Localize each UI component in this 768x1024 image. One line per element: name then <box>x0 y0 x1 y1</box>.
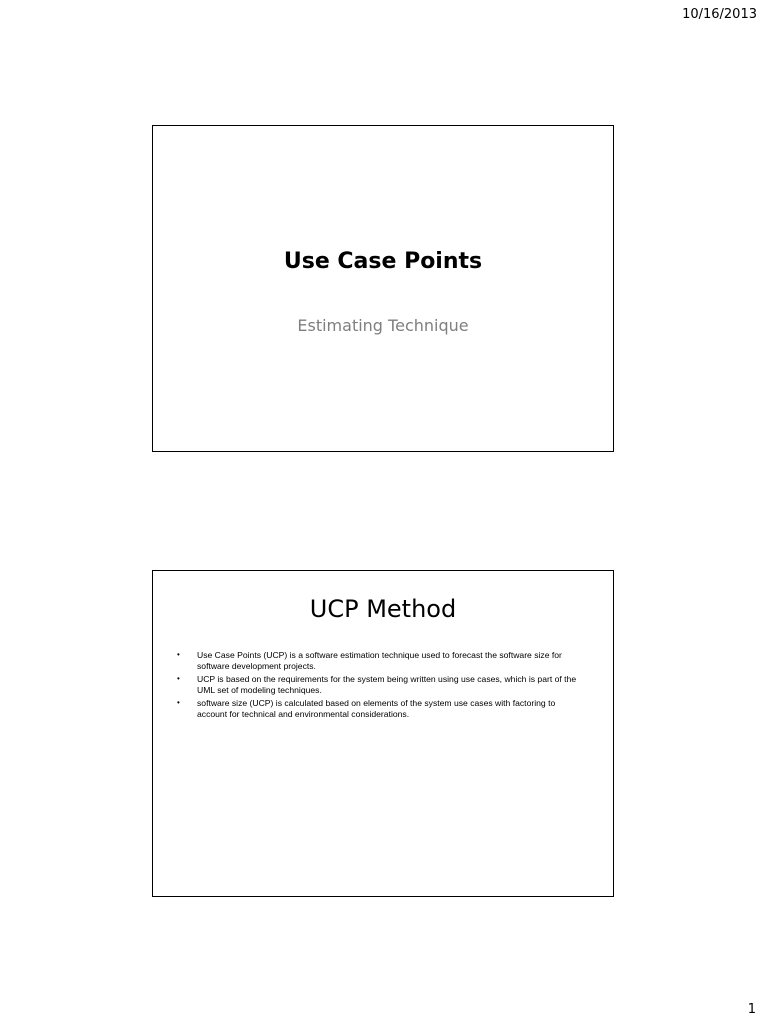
bullet-item <box>177 698 583 719</box>
slide-1-title: Use Case Points <box>283 249 483 274</box>
slide-2-title: UCP Method <box>309 595 457 623</box>
slide-1-subtitle: Estimating Technique <box>297 316 469 335</box>
bullet-text: Use Case Points (UCP) is a software estimation technique used to forecast the software size for software development projects. <box>197 650 562 671</box>
bullet-text: UCP is based on the requirements for the system being written using use cases, which is part of the UML set of modeling techniques. <box>197 674 577 695</box>
slide-ucp-method <box>152 570 614 897</box>
bullet-list <box>177 650 583 722</box>
slide-title <box>152 125 614 452</box>
bullet-icon: • <box>177 650 180 659</box>
page-number: 1 <box>747 1002 756 1017</box>
bullet-icon: • <box>177 698 180 707</box>
header-date: 10/16/2013 <box>682 7 757 22</box>
bullet-icon: • <box>177 674 180 683</box>
bullet-text: software size (UCP) is calculated based on elements of the system use cases with factoring to account for technical and environmental considerations. <box>197 698 556 719</box>
bullet-item <box>177 650 583 671</box>
bullet-item <box>177 674 583 695</box>
